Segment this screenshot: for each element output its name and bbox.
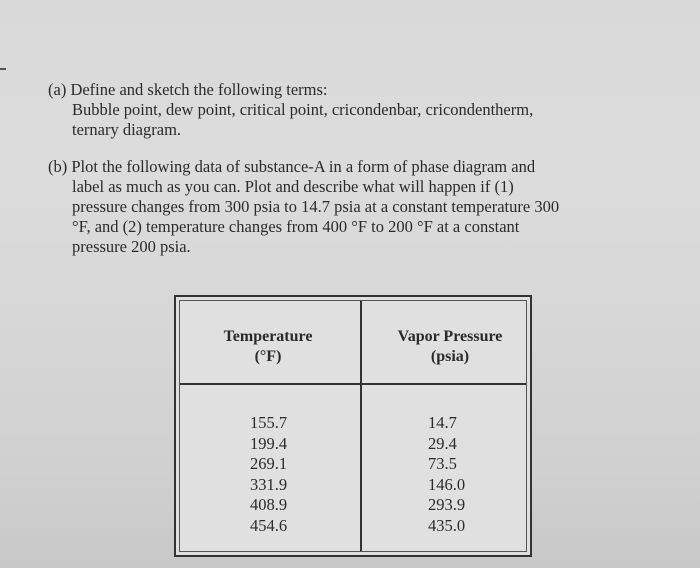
data-table (174, 295, 532, 557)
temperature-column (250, 413, 287, 537)
header-vapor-pressure-label: Vapor Pressure (397, 328, 503, 345)
header-vapor-pressure-unit: (psia) (430, 348, 470, 365)
vapor-pressure-column (428, 413, 465, 537)
page-margin-mark (0, 68, 6, 70)
vapor-pressure-cell: 14.7 (428, 413, 457, 432)
question-b-line: label as much as you can. Plot and describe what will happen if (1) (72, 177, 514, 196)
question-a-line: Bubble point, dew point, critical point, cricondenbar, cricondentherm, (72, 100, 534, 119)
header-vapor-pressure (362, 327, 538, 367)
data-table-inner (179, 300, 527, 552)
question-b-line: pressure changes from 300 psia to 14.7 psia at a constant temperature 300 (72, 197, 560, 216)
vapor-pressure-cell: 435.0 (428, 515, 466, 535)
temperature-cell: 408.9 (250, 495, 288, 515)
header-temperature-unit: (°F) (254, 348, 282, 365)
vapor-pressure-cell: 73.5 (428, 454, 457, 474)
header-temperature (180, 327, 356, 367)
question-b-line: pressure 200 psia. (72, 237, 191, 256)
temperature-cell: 269.1 (250, 454, 288, 474)
vapor-pressure-cell: 29.4 (428, 433, 457, 453)
question-b-line: (b) Plot the following data of substance-A in a form of phase diagram and (48, 157, 536, 176)
temperature-cell: 454.6 (250, 515, 288, 535)
question-a-line: (a) Define and sketch the following terms: (48, 80, 328, 99)
question-b (48, 157, 648, 257)
vapor-pressure-cell: 293.9 (428, 495, 466, 515)
vapor-pressure-cell: 146.0 (428, 474, 466, 494)
header-temperature-label: Temperature (223, 328, 313, 345)
question-b-line: °F, and (2) temperature changes from 400 °F to 200 °F at a constant (72, 217, 520, 236)
question-a (48, 80, 648, 140)
question-a-line: ternary diagram. (72, 120, 182, 139)
header-divider (180, 383, 526, 385)
temperature-cell: 199.4 (250, 433, 288, 453)
temperature-cell: 155.7 (250, 413, 288, 432)
temperature-cell: 331.9 (250, 474, 288, 494)
